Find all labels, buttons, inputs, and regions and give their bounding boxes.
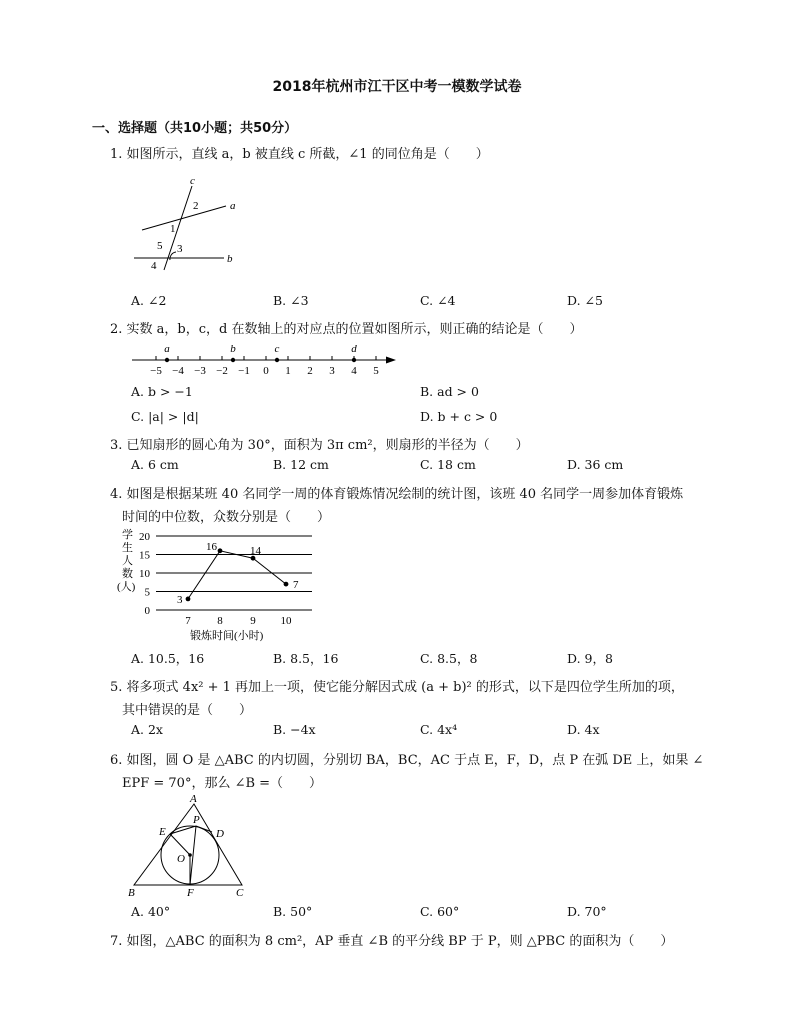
tick-label: −1 bbox=[238, 365, 250, 377]
question-7-stem: 7. 如图，△ABC 的面积为 8 cm²，AP 垂直 ∠B 的平分线 BP 于 P，则 △PBC 的面积为（ ） bbox=[110, 934, 674, 949]
q4-chart bbox=[116, 526, 326, 644]
point-label-b: b bbox=[230, 343, 236, 355]
x-tick-label: 10 bbox=[280, 615, 292, 627]
label-D: D bbox=[216, 828, 224, 840]
q4-option-a: A. 10.5，16 bbox=[131, 651, 205, 666]
label-3: 3 bbox=[177, 243, 183, 255]
y-tick-label: 5 bbox=[144, 586, 150, 599]
tick-label: 5 bbox=[373, 365, 379, 377]
q6-figure bbox=[124, 792, 254, 900]
point-label-d: d bbox=[351, 343, 357, 355]
question-6-stem-line2: EPF = 70°，那么 ∠B =（ ） bbox=[122, 776, 323, 791]
q5-option-b: B. −4x bbox=[273, 722, 316, 737]
question-3-stem: 3. 已知扇形的圆心角为 30°，面积为 3π cm²，则扇形的半径为（ ） bbox=[110, 438, 529, 453]
q2-option-a: A. b > −1 bbox=[131, 384, 193, 399]
center-o-dot bbox=[188, 853, 192, 857]
question-4-stem-line2: 时间的中位数，众数分别是（ ） bbox=[122, 510, 331, 525]
angle-4-arc bbox=[170, 252, 176, 260]
q1-option-c: C. ∠4 bbox=[420, 293, 456, 308]
q2-option-c: C. |a| > |d| bbox=[131, 409, 199, 424]
tick-label: 0 bbox=[263, 365, 269, 377]
q2-number-line bbox=[128, 338, 403, 380]
q1-option-b: B. ∠3 bbox=[273, 293, 309, 308]
label-1: 1 bbox=[170, 223, 176, 235]
point-a bbox=[165, 358, 169, 362]
q1-option-d: D. ∠5 bbox=[567, 293, 603, 308]
label-E: E bbox=[159, 826, 166, 838]
line-c bbox=[164, 186, 192, 270]
q2-option-b: B. ad > 0 bbox=[420, 384, 479, 399]
x-tick-label: 9 bbox=[250, 615, 256, 627]
tick-label: −4 bbox=[172, 365, 184, 377]
y-axis-title-char: (人) bbox=[117, 581, 136, 593]
q2-option-d: D. b + c > 0 bbox=[420, 409, 498, 424]
question-4-stem-line1: 4. 如图是根据某班 40 名同学一周的体育锻炼情况绘制的统计图，该班 40 名同学一周参加体育锻炼 bbox=[110, 487, 684, 502]
tick-label: 1 bbox=[285, 365, 291, 377]
question-1-stem: 1. 如图所示，直线 a，b 被直线 c 所截，∠1 的同位角是（ ） bbox=[110, 147, 489, 162]
tick-label: 4 bbox=[351, 365, 357, 377]
q4-option-b: B. 8.5，16 bbox=[273, 651, 339, 666]
tick-label: −5 bbox=[150, 365, 162, 377]
question-2-stem: 2. 实数 a，b，c，d 在数轴上的对应点的位置如图所示，则正确的结论是（ ） bbox=[110, 322, 583, 337]
label-B: B bbox=[128, 887, 135, 899]
triangle-abc bbox=[134, 804, 242, 885]
q6-option-d: D. 70° bbox=[567, 904, 607, 919]
q3-option-a: A. 6 cm bbox=[131, 457, 179, 472]
data-point bbox=[284, 582, 289, 587]
y-axis-title-char: 人 bbox=[122, 555, 133, 567]
q3-option-d: D. 36 cm bbox=[567, 457, 624, 472]
label-2: 2 bbox=[193, 200, 199, 212]
q5-option-d: D. 4x bbox=[567, 722, 600, 737]
q6-option-b: B. 50° bbox=[273, 904, 313, 919]
label-A: A bbox=[190, 793, 197, 805]
tick-label: 2 bbox=[307, 365, 313, 377]
y-axis-title-char: 生 bbox=[122, 542, 133, 554]
x-tick-label: 8 bbox=[217, 615, 223, 627]
label-P: P bbox=[193, 814, 200, 826]
data-point bbox=[186, 597, 191, 602]
point-c bbox=[275, 358, 279, 362]
label-5: 5 bbox=[157, 240, 163, 252]
point-label-c: c bbox=[274, 343, 280, 355]
q6-option-c: C. 60° bbox=[420, 904, 460, 919]
point-b bbox=[231, 358, 235, 362]
question-5-stem-line2: 其中错误的是（ ） bbox=[122, 703, 253, 718]
tick-label: 3 bbox=[329, 365, 335, 377]
question-5-stem-line1: 5. 将多项式 4x² + 1 再加上一项，使它能分解因式成 (a + b)² 的形式，以下是四位学生所加的项， bbox=[110, 680, 684, 695]
q5-option-c: C. 4x⁴ bbox=[420, 722, 458, 737]
question-6-stem-line1: 6. 如图，圆 O 是 △ABC 的内切圆，分别切 BA，BC，AC 于点 E，F，D，点 P 在弧 DE 上，如果 ∠ bbox=[110, 753, 704, 768]
x-tick-label: 7 bbox=[185, 615, 191, 627]
q4-option-c: C. 8.5，8 bbox=[420, 651, 478, 666]
data-label: 16 bbox=[206, 540, 217, 553]
y-tick-label: 0 bbox=[144, 605, 150, 617]
q5-option-a: A. 2x bbox=[131, 722, 163, 737]
y-tick-label: 15 bbox=[139, 549, 150, 562]
q4-option-d: D. 9，8 bbox=[567, 651, 613, 666]
page-title: 2018年杭州市江干区中考一模数学试卷 bbox=[272, 79, 522, 95]
label-b: b bbox=[227, 253, 233, 265]
point-d bbox=[352, 358, 356, 362]
y-axis-title-char: 数 bbox=[122, 568, 133, 580]
q1-option-a: A. ∠2 bbox=[131, 293, 167, 308]
point-label-a: a bbox=[164, 343, 170, 355]
label-O: O bbox=[177, 853, 185, 865]
data-label: 14 bbox=[250, 545, 261, 558]
tick-label: −3 bbox=[194, 365, 206, 377]
q3-option-c: C. 18 cm bbox=[420, 457, 476, 472]
label-4: 4 bbox=[151, 260, 157, 272]
q3-option-b: B. 12 cm bbox=[273, 457, 329, 472]
label-F: F bbox=[187, 887, 194, 899]
x-axis-title: 锻炼时间(小时) bbox=[190, 630, 264, 642]
y-axis-title-char: 学 bbox=[122, 529, 133, 541]
q6-option-a: A. 40° bbox=[131, 904, 171, 919]
data-label: 3 bbox=[177, 593, 183, 606]
label-C: C bbox=[236, 887, 244, 899]
y-tick-label: 20 bbox=[139, 531, 150, 543]
y-tick-label: 10 bbox=[139, 568, 150, 580]
section-heading: 一、选择题（共10小题；共50分） bbox=[92, 121, 298, 136]
label-c: c bbox=[190, 175, 195, 187]
data-label: 7 bbox=[293, 579, 299, 592]
tick-label: −2 bbox=[216, 365, 228, 377]
q1-figure bbox=[126, 174, 246, 274]
label-a: a bbox=[230, 200, 236, 212]
data-point bbox=[218, 548, 223, 553]
